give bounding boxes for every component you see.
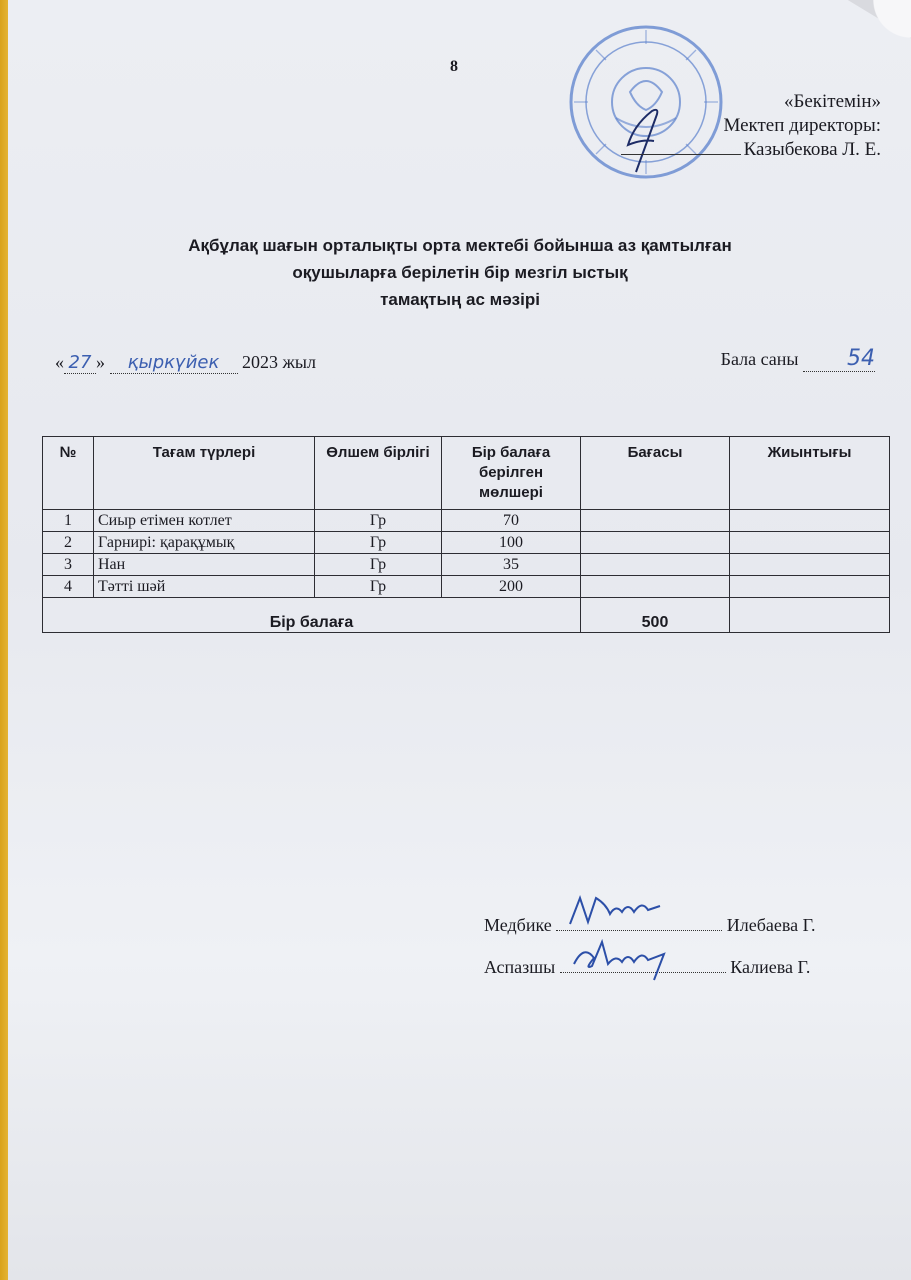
cell-number: 4 xyxy=(43,576,94,598)
header-portion: Бір балаға берілген мөлшері xyxy=(442,437,581,510)
cell-dish: Гарнирі: қарақұмық xyxy=(94,532,315,554)
cell-portion: 35 xyxy=(442,554,581,576)
document-page xyxy=(8,0,911,1280)
cell-total xyxy=(730,510,890,532)
cell-price xyxy=(581,554,730,576)
date-open-quote: « xyxy=(55,352,64,372)
cell-portion: 100 xyxy=(442,532,581,554)
cell-dish: Сиыр етімен котлет xyxy=(94,510,315,532)
nurse-signature-line xyxy=(484,912,816,936)
children-count: 54 xyxy=(803,346,875,372)
table-header-row xyxy=(43,437,890,510)
cell-price xyxy=(581,532,730,554)
cell-price xyxy=(581,510,730,532)
approval-heading: «Бекітемін» xyxy=(783,91,881,112)
menu-table xyxy=(42,436,890,633)
nurse-signature-icon xyxy=(566,894,686,934)
header-total: Жиынтығы xyxy=(730,437,890,510)
cell-unit: Гр xyxy=(315,510,442,532)
document-title xyxy=(90,232,830,313)
title-line-3: тамақтың ас мәзірі xyxy=(380,290,540,309)
table-row xyxy=(43,554,890,576)
director-signature-line xyxy=(621,138,881,162)
cook-signature xyxy=(560,954,726,973)
nurse-role: Медбике xyxy=(484,915,552,935)
director-label: Мектеп директоры: xyxy=(723,115,881,136)
cell-portion: 200 xyxy=(442,576,581,598)
approval-block xyxy=(621,90,881,162)
total-value: 500 xyxy=(581,598,730,633)
cell-total xyxy=(730,554,890,576)
cell-portion: 70 xyxy=(442,510,581,532)
cell-price xyxy=(581,576,730,598)
cell-total xyxy=(730,576,890,598)
cell-dish: Тәтті шәй xyxy=(94,576,315,598)
nurse-name: Илебаева Г. xyxy=(726,915,816,935)
table-row xyxy=(43,510,890,532)
director-name: Казыбекова Л. Е. xyxy=(743,139,881,160)
page-number: 8 xyxy=(450,58,458,75)
table-row xyxy=(43,576,890,598)
cell-dish: Нан xyxy=(94,554,315,576)
cell-unit: Гр xyxy=(315,532,442,554)
cook-name: Калиева Г. xyxy=(730,957,811,977)
table-total-row xyxy=(43,598,890,633)
cell-number: 2 xyxy=(43,532,94,554)
header-price: Бағасы xyxy=(581,437,730,510)
header-dish-types: Тағам түрлері xyxy=(94,437,315,510)
cell-unit: Гр xyxy=(315,576,442,598)
children-count-line xyxy=(721,346,875,372)
date-close-quote: » xyxy=(96,352,105,372)
header-number: № xyxy=(43,437,94,510)
total-empty-cell xyxy=(730,598,890,633)
header-unit: Өлшем бірлігі xyxy=(315,437,442,510)
cell-number: 3 xyxy=(43,554,94,576)
date-year: 2023 жыл xyxy=(242,352,317,372)
date-line xyxy=(55,352,316,374)
nurse-signature xyxy=(556,912,722,931)
date-month: қыркүйек xyxy=(110,352,238,374)
cell-unit: Гр xyxy=(315,554,442,576)
cook-role: Аспазшы xyxy=(484,957,556,977)
title-line-2: оқушыларға берілетін бір мезгіл ыстық xyxy=(292,263,628,282)
cell-number: 1 xyxy=(43,510,94,532)
signature-underline xyxy=(621,138,741,155)
title-line-1: Ақбұлақ шағын орталықты орта мектебі бойынша аз қамтылған xyxy=(188,236,732,255)
children-label: Бала саны xyxy=(720,349,799,369)
date-day: 27 xyxy=(64,352,96,374)
cook-signature-icon xyxy=(570,936,700,984)
cell-total xyxy=(730,532,890,554)
cook-signature-line xyxy=(484,954,810,978)
total-label: Бір балаға xyxy=(43,598,581,633)
table-row xyxy=(43,532,890,554)
folded-corner xyxy=(840,0,911,60)
